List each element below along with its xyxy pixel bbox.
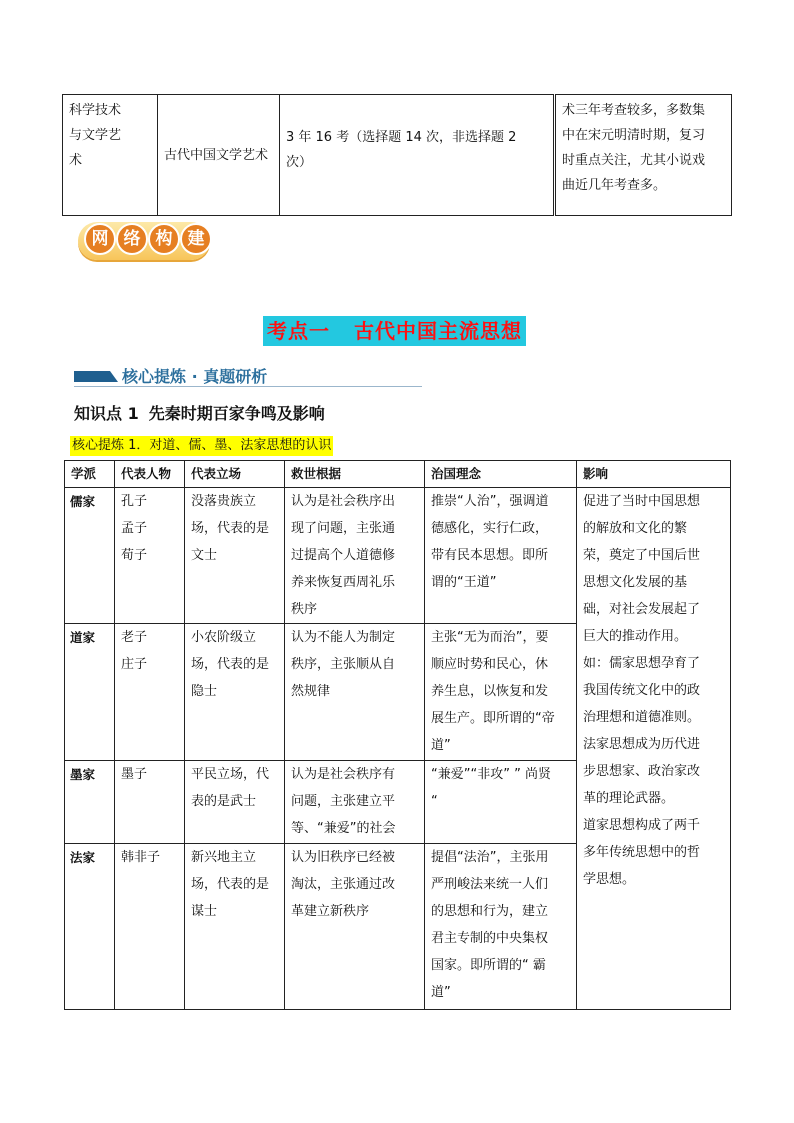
note-line: 曲近几年考查多。 <box>562 178 667 193</box>
influence-line: 治理想和道德准则。 <box>583 710 701 725</box>
header-idea: 治国理念 <box>425 461 577 488</box>
schools-table <box>64 460 731 1010</box>
stance-line: 隐士 <box>191 684 218 699</box>
influence-line: 促进了当时中国思想 <box>583 494 701 509</box>
stance-cell <box>185 624 285 761</box>
person: 孟子 <box>121 521 148 536</box>
header-basis: 救世根据 <box>285 461 425 488</box>
stance-line: 文士 <box>191 548 218 563</box>
topic-line: 与文学艺 <box>69 128 122 143</box>
subtitle-bar <box>74 366 422 387</box>
school-cell: 儒家 <box>65 488 115 624</box>
basis-line: 淘汰，主张通过改 <box>291 877 396 892</box>
idea-cell <box>425 844 577 1010</box>
header-school: 学派 <box>65 461 115 488</box>
basis-cell <box>285 761 425 844</box>
idea-line: “兼爱”“非攻” ” 尚贤 <box>431 767 551 782</box>
influence-line: 的解放和文化的繁 <box>583 521 688 536</box>
idea-line: 带有民本思想。即所 <box>431 548 549 563</box>
influence-line: 道家思想构成了两千 <box>583 818 701 833</box>
basis-line: 然规律 <box>291 684 331 699</box>
knowledge-point-number: 知识点 1 <box>74 404 139 423</box>
exam-line: 次） <box>286 155 313 170</box>
idea-cell <box>425 624 577 761</box>
influence-line: 步思想家、政治家改 <box>583 764 701 779</box>
stance-line: 谋士 <box>191 904 218 919</box>
influence-cell <box>577 488 731 1010</box>
stance-line: 场，代表的是 <box>191 521 270 536</box>
header-people: 代表人物 <box>115 461 185 488</box>
basis-line: 养来恢复西周礼乐 <box>291 575 396 590</box>
stance-line: 新兴地主立 <box>191 850 257 865</box>
basis-line: 问题，主张建立平 <box>291 794 396 809</box>
section-number: 考点一 <box>267 319 330 343</box>
table-row <box>63 95 732 216</box>
influence-line: 如：儒家思想孕育了 <box>583 656 701 671</box>
stance-cell <box>185 761 285 844</box>
idea-line: 国家。即所谓的“ 霸 <box>431 958 546 973</box>
bar-block <box>74 371 110 382</box>
stance-line: 场，代表的是 <box>191 657 270 672</box>
table-header-row <box>65 461 731 488</box>
influence-line: 法家思想成为历代进 <box>583 737 701 752</box>
person: 庄子 <box>121 657 148 672</box>
banner-char: 网 <box>84 223 116 255</box>
basis-line: 现了问题，主张通 <box>291 521 396 536</box>
highlight-note: 核心提炼 1．对道、儒、墨、法家思想的认识 <box>70 436 333 456</box>
idea-line: 提倡“法治”，主张用 <box>431 850 549 865</box>
section-title <box>263 316 526 346</box>
basis-line: 秩序 <box>291 602 318 617</box>
people-cell <box>115 488 185 624</box>
header-influence: 影响 <box>577 461 731 488</box>
influence-line: 学思想。 <box>583 872 636 887</box>
idea-line: 主张“无为而治”，要 <box>431 630 549 645</box>
people-cell <box>115 761 185 844</box>
exam-line: 3 年 16 考（选择题 14 次，非选择题 2 <box>286 130 517 145</box>
idea-line: 展生产。即所谓的“帝 <box>431 711 555 726</box>
idea-line: 谓的“王道” <box>431 575 497 590</box>
stance-line: 场，代表的是 <box>191 877 270 892</box>
influence-line: 巨大的推动作用。 <box>583 629 688 644</box>
topic-line: 科学技术 <box>69 103 122 118</box>
basis-cell <box>285 488 425 624</box>
basis-line: 认为是社会秩序有 <box>291 767 396 782</box>
stance-line: 表的是武士 <box>191 794 257 809</box>
banner-char: 络 <box>116 223 148 255</box>
idea-line: 推崇“人治”，强调道 <box>431 494 549 509</box>
school-cell: 法家 <box>65 844 115 1010</box>
idea-line: “ <box>431 794 438 809</box>
basis-line: 等、“兼爱”的社会 <box>291 821 396 836</box>
knowledge-point-title <box>74 401 325 424</box>
person: 墨子 <box>121 767 148 782</box>
header-stance: 代表立场 <box>185 461 285 488</box>
table-row <box>65 488 731 624</box>
basis-line: 革建立新秩序 <box>291 904 370 919</box>
exam-cell <box>280 95 555 216</box>
stance-line: 小农阶级立 <box>191 630 257 645</box>
idea-line: 顺应时势和民心，休 <box>431 657 549 672</box>
stance-line: 平民立场，代 <box>191 767 270 782</box>
school-cell: 墨家 <box>65 761 115 844</box>
idea-cell <box>425 488 577 624</box>
idea-line: 严刑峻法来统一人们 <box>431 877 549 892</box>
idea-line: 道” <box>431 985 451 1000</box>
section-name: 古代中国主流思想 <box>354 319 522 343</box>
idea-line: 君主专制的中央集权 <box>431 931 549 946</box>
stance-line: 没落贵族立 <box>191 494 257 509</box>
person: 老子 <box>121 630 148 645</box>
basis-line: 过提高个人道德修 <box>291 548 396 563</box>
idea-line: 德感化，实行仁政， <box>431 521 549 536</box>
influence-line: 多年传统思想中的哲 <box>583 845 701 860</box>
idea-cell <box>425 761 577 844</box>
note-line: 中在宋元明清时期，复习 <box>562 128 706 143</box>
network-banner <box>74 218 214 266</box>
basis-cell <box>285 844 425 1010</box>
bar-slant <box>110 371 118 382</box>
idea-line: 道” <box>431 738 451 753</box>
knowledge-point-name: 先秦时期百家争鸣及影响 <box>148 404 325 423</box>
person: 荀子 <box>121 548 148 563</box>
influence-line: 我国传统文化中的政 <box>583 683 701 698</box>
influence-line: 革的理论武器。 <box>583 791 675 806</box>
subtopic-cell: 古代中国文学艺术 <box>158 95 280 216</box>
idea-line: 养生息，以恢复和发 <box>431 684 549 699</box>
banner-char: 建 <box>180 223 212 255</box>
influence-line: 荣，奠定了中国后世 <box>583 548 701 563</box>
influence-line: 础，对社会发展起了 <box>583 602 701 617</box>
basis-cell <box>285 624 425 761</box>
stance-cell <box>185 844 285 1010</box>
people-cell <box>115 844 185 1010</box>
idea-line: 的思想和行为，建立 <box>431 904 549 919</box>
topic-cell <box>63 95 158 216</box>
person: 韩非子 <box>121 850 161 865</box>
note-line: 术三年考查较多，多数集 <box>562 103 706 118</box>
basis-line: 认为是社会秩序出 <box>291 494 396 509</box>
topic-line: 术 <box>69 153 83 168</box>
people-cell <box>115 624 185 761</box>
top-table <box>62 94 732 216</box>
basis-line: 秩序，主张顺从自 <box>291 657 396 672</box>
influence-line: 思想文化发展的基 <box>583 575 688 590</box>
school-cell: 道家 <box>65 624 115 761</box>
basis-line: 认为不能人为制定 <box>291 630 396 645</box>
stance-cell <box>185 488 285 624</box>
note-cell <box>555 95 732 216</box>
banner-char: 构 <box>148 223 180 255</box>
note-line: 时重点关注，尤其小说戏 <box>562 153 706 168</box>
subtitle-text: 核心提炼 · 真题研析 <box>122 367 268 386</box>
person: 孔子 <box>121 494 148 509</box>
basis-line: 认为旧秩序已经被 <box>291 850 396 865</box>
